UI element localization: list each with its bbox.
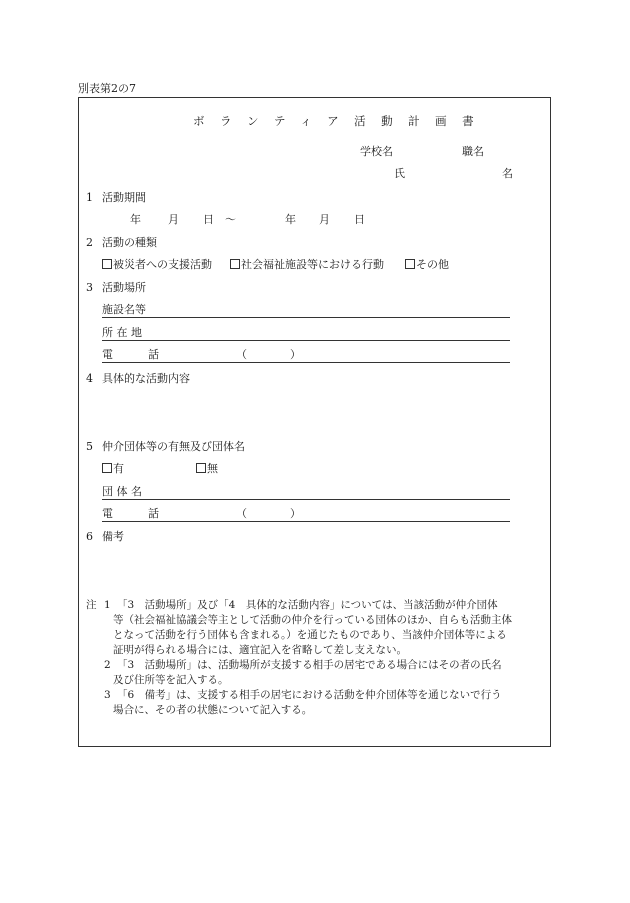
note-1-number: 1 [104, 599, 111, 611]
note-2-line-1: 「3 活動場所」は、活動場所が支援する相手の居宅である場合にはその者の氏名 [117, 659, 502, 671]
facility-name-field[interactable] [102, 303, 510, 318]
section-1-label: 活動期間 [102, 191, 146, 204]
section-4-number: 4 [86, 372, 93, 385]
section-6-label: 備考 [102, 530, 124, 543]
section-2-number: 2 [86, 236, 93, 249]
end-year: 年 [285, 213, 296, 226]
checkbox-yes[interactable] [102, 463, 112, 473]
section-1-number: 1 [86, 191, 93, 204]
activity-type-disaster[interactable] [102, 259, 212, 270]
activity-type-disaster-label: 被災者への支援活動 [113, 258, 212, 271]
location-phone-paren-open: （ [236, 348, 247, 361]
organization-phone-label-1: 電 [102, 507, 113, 520]
intermediary-yes[interactable] [102, 463, 124, 474]
organization-phone-label-2: 話 [148, 507, 159, 520]
activity-type-welfare-label: 社会福祉施設等における行動 [241, 258, 384, 271]
location-phone-label-2: 話 [148, 348, 159, 361]
checkbox-disaster[interactable] [102, 259, 112, 269]
school-label: 学校名 [360, 145, 393, 158]
note-1-line-4: 証明が得られる場合には、適宜記入を省略して差し支えない。 [113, 644, 407, 656]
organization-name-field[interactable] [102, 485, 510, 500]
checkbox-other[interactable] [405, 259, 415, 269]
facility-name-label: 施設名等 [102, 303, 146, 316]
section-3-number: 3 [86, 281, 93, 294]
notes-heading: 注 [86, 599, 97, 611]
name-label-first: 氏 [394, 167, 405, 180]
end-day: 日 [354, 213, 365, 226]
location-phone-field[interactable] [102, 348, 510, 363]
period-separator: ～ [225, 213, 236, 226]
section-5-label: 仲介団体等の有無及び団体名 [102, 440, 245, 453]
start-year: 年 [130, 213, 141, 226]
note-2-line-2: 及び住所等を記入する。 [113, 674, 229, 686]
organization-phone-paren-open: （ [236, 507, 247, 520]
start-day: 日 [203, 213, 214, 226]
form-title: ボランティア活動計画書 [193, 114, 490, 128]
form-reference: 別表第2の7 [78, 82, 136, 95]
checkbox-no[interactable] [196, 463, 206, 473]
section-5-number: 5 [86, 440, 93, 453]
end-month: 月 [319, 213, 330, 226]
intermediary-no-label: 無 [207, 462, 218, 475]
note-3-line-1: 「6 備考」は、支援する相手の居宅における活動を仲介団体等を通じないで行う [117, 689, 502, 701]
name-label-last: 名 [502, 167, 513, 180]
activity-type-other-label: その他 [416, 258, 449, 271]
location-phone-label-1: 電 [102, 348, 113, 361]
intermediary-no[interactable] [196, 463, 218, 474]
organization-phone-field[interactable] [102, 507, 510, 522]
activity-type-welfare[interactable] [230, 259, 384, 270]
address-field[interactable] [102, 326, 510, 341]
section-6-number: 6 [86, 530, 93, 543]
note-1-line-3: となって活動を行う団体も含まれる。）を通じたものであり、当該仲介団体等による [113, 629, 507, 641]
organization-name-label: 団 体 名 [102, 485, 142, 498]
section-4-label: 具体的な活動内容 [102, 372, 190, 385]
intermediary-yes-label: 有 [113, 462, 124, 475]
address-label: 所 在 地 [102, 326, 142, 339]
position-label: 職名 [462, 145, 484, 158]
checkbox-welfare[interactable] [230, 259, 240, 269]
note-1-line-2: 等（社会福祉協議会等主として活動の仲介を行っている団体のほか、自らも活動主体 [113, 614, 512, 626]
organization-phone-paren-close: ） [290, 507, 301, 520]
section-2-label: 活動の種類 [102, 236, 157, 249]
location-phone-paren-close: ） [290, 348, 301, 361]
note-2-number: 2 [104, 659, 111, 671]
activity-type-other[interactable] [405, 259, 449, 270]
note-1-line-1: 「3 活動場所」及び「4 具体的な活動内容」については、当該活動が仲介団体 [117, 599, 498, 611]
section-3-label: 活動場所 [102, 281, 146, 294]
start-month: 月 [168, 213, 179, 226]
note-3-line-2: 場合に、その者の状態について記入する。 [113, 704, 313, 716]
note-3-number: 3 [104, 689, 111, 701]
